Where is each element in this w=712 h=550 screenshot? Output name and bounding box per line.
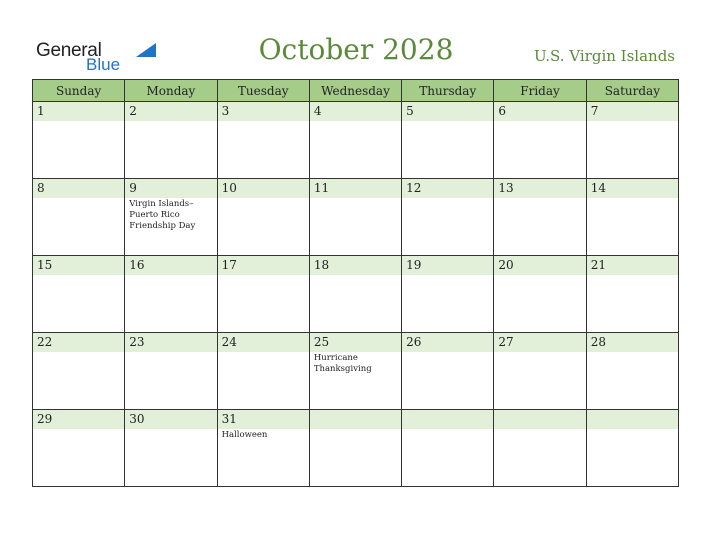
day-cell [494,256,586,333]
holiday-label [33,121,124,122]
day-number: 9 [125,179,216,198]
weekday-thursday: Thursday [402,80,494,102]
day-number: 3 [218,102,309,121]
day-number: 20 [494,256,585,275]
holiday-label [33,275,124,276]
day-cell [217,179,309,256]
day-number: 17 [218,256,309,275]
holiday-label [494,121,585,122]
day-number: 29 [33,410,124,429]
holiday-label [402,198,493,199]
day-number: 22 [33,333,124,352]
day-number: 31 [218,410,309,429]
day-number: 11 [310,179,401,198]
holiday-label [125,352,216,353]
day-cell [33,102,125,179]
day-cell [402,333,494,410]
holiday-label: Hurricane Thanksgiving [313,353,372,374]
day-cell [494,410,586,487]
day-cell [586,256,678,333]
day-cell [494,179,586,256]
day-number: 27 [494,333,585,352]
holiday-label [310,198,401,199]
day-cell [402,179,494,256]
day-number: 7 [587,102,678,121]
holiday-label [587,275,678,276]
day-number: 15 [33,256,124,275]
day-number: 18 [310,256,401,275]
day-number: 26 [402,333,493,352]
holiday-label [125,429,216,430]
day-cell [494,102,586,179]
holiday-label: Halloween [221,430,268,440]
day-number: 25 [310,333,401,352]
day-number: 21 [587,256,678,275]
day-number: 10 [218,179,309,198]
day-cell [494,333,586,410]
holiday-label [218,121,309,122]
day-cell [217,410,309,487]
calendar-grid [32,79,679,487]
holiday-label [125,121,216,122]
week-row [33,102,679,179]
day-cell [402,410,494,487]
holiday-label [33,429,124,430]
day-cell [125,102,217,179]
day-cell [125,256,217,333]
holiday-label [218,198,309,199]
holiday-label [494,352,585,353]
day-cell [125,410,217,487]
day-cell [33,410,125,487]
day-number: 16 [125,256,216,275]
holiday-label [402,429,493,430]
logo-blue-text: Blue [86,55,121,74]
day-cell [33,179,125,256]
holiday-label [125,275,216,276]
day-cell [309,179,401,256]
week-row [33,256,679,333]
holiday-label: Virgin Islands–Puerto Rico Friendship Day [129,199,196,231]
holiday-label [218,352,309,353]
day-number: 6 [494,102,585,121]
day-cell [402,102,494,179]
day-number: 13 [494,179,585,198]
day-cell [586,410,678,487]
holiday-label [310,429,401,430]
weekday-friday: Friday [494,80,586,102]
day-number [402,410,493,429]
weekday-monday: Monday [125,80,217,102]
logo-general-text: General [36,40,102,61]
day-cell [309,410,401,487]
holiday-label [33,198,124,199]
week-row [33,333,679,410]
day-cell [125,179,217,256]
day-cell [586,102,678,179]
day-number: 23 [125,333,216,352]
day-cell [402,256,494,333]
holiday-label [587,121,678,122]
holiday-label [402,121,493,122]
holiday-label [587,352,678,353]
day-cell [217,256,309,333]
day-number: 28 [587,333,678,352]
holiday-label [494,198,585,199]
weekday-header-row [33,80,679,102]
holiday-label [494,275,585,276]
day-number [310,410,401,429]
day-cell [309,102,401,179]
holiday-label [494,429,585,430]
holiday-label [402,352,493,353]
day-number: 8 [33,179,124,198]
day-cell [125,333,217,410]
weekday-tuesday: Tuesday [217,80,309,102]
day-number: 4 [310,102,401,121]
weekday-saturday: Saturday [586,80,678,102]
day-number: 19 [402,256,493,275]
day-number: 14 [587,179,678,198]
day-cell [217,102,309,179]
holiday-label [310,275,401,276]
day-number [587,410,678,429]
day-cell [586,333,678,410]
day-number: 12 [402,179,493,198]
region-label: U.S. Virgin Islands [534,47,675,65]
day-cell [217,333,309,410]
day-cell [309,256,401,333]
day-cell [33,256,125,333]
holiday-label [310,121,401,122]
holiday-label [587,429,678,430]
day-cell [586,179,678,256]
holiday-label [402,275,493,276]
day-cell [309,333,401,410]
weekday-wednesday: Wednesday [309,80,401,102]
day-number: 1 [33,102,124,121]
holiday-label [33,352,124,353]
week-row [33,179,679,256]
day-number: 24 [218,333,309,352]
day-number: 30 [125,410,216,429]
page-title: October 2028 [258,33,454,66]
weekday-sunday: Sunday [33,80,125,102]
day-number: 5 [402,102,493,121]
holiday-label [218,275,309,276]
day-number [494,410,585,429]
day-number: 2 [125,102,216,121]
holiday-label [587,198,678,199]
week-row [33,410,679,487]
day-cell [33,333,125,410]
